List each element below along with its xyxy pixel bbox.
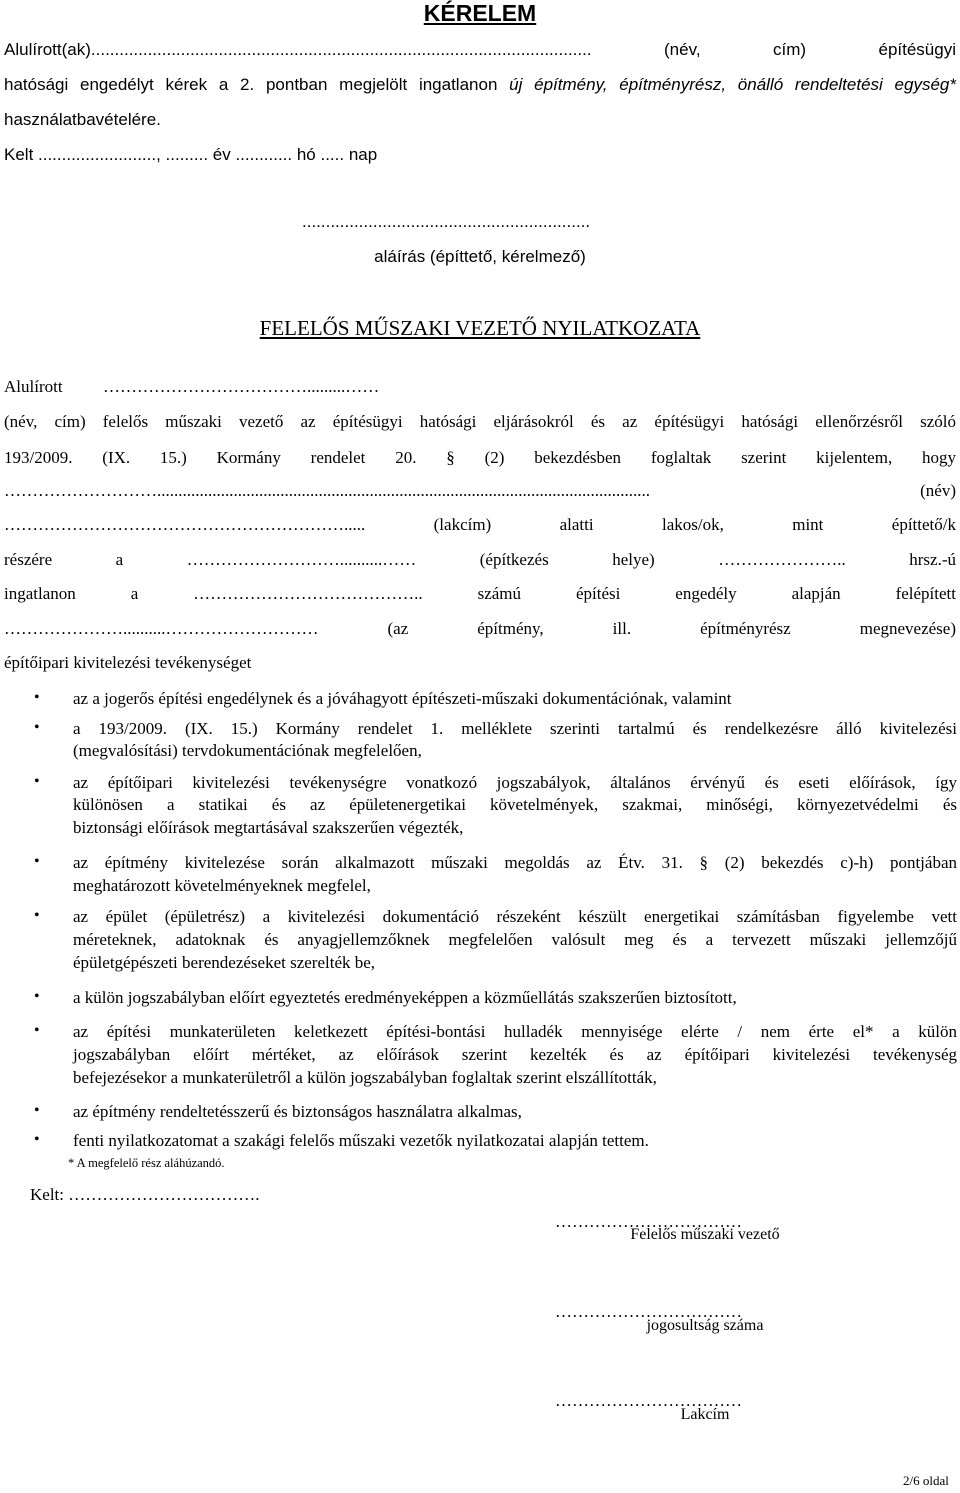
page-number: 2/6 oldal: [903, 1473, 949, 1488]
kerelem-signature-dots: .............................................................: [302, 212, 591, 231]
nyilatkozat-alulirott-dots: ……………………………….........……: [103, 377, 380, 396]
nyilatkozat-alulirott-label: Alulírott: [4, 377, 63, 396]
nyilatkozat-p1-line-8: építőipari kivitelezési tevékenységet: [4, 653, 252, 672]
signature-1-label: Felelős műszaki vezető: [630, 1226, 780, 1243]
bullet-dot-icon: •: [34, 988, 40, 1005]
bullet-line: a külön jogszabályban előírt egyeztetés eredményeképpen a közműellátás szakszerűen biztosított,: [73, 988, 737, 1007]
signature-3-dots: ……………………………: [555, 1391, 742, 1410]
kerelem-line-1: Alulírott(ak).......................................................................................................... (név, cím) építésügyi: [4, 40, 956, 59]
bullet-dot-icon: •: [34, 1102, 40, 1119]
kerelem-title: KÉRELEM: [423, 0, 537, 26]
bullet-line: az építmény rendeltetésszerű és biztonságos használatra alkalmas,: [73, 1102, 522, 1121]
bullet-line: épületgépészeti berendezéseket szerelték be,: [73, 953, 376, 972]
signature-2-dots: ……………………………: [555, 1302, 742, 1321]
kerelem-line-2-text: hatósági engedélyt kérek a 2. pontban megjelölt ingatlanon: [4, 75, 510, 94]
signature-2-label: jogosultság száma: [646, 1317, 764, 1334]
nyilatkozat-title: FELELŐS MŰSZAKI VEZETŐ NYILATKOZATA: [259, 316, 701, 340]
bullet-line: az építmény kivitelezése során alkalmazott műszaki megoldás az Étv. 31. § (2) bekezdés c)-h) pontjában: [73, 853, 957, 872]
bullet-line: (megvalósítási) tervdokumentációnak megfelelően,: [73, 741, 422, 760]
bullet-line: különösen a statikai és az épületenergetikai követelmények, szakmai, minőségi, környezetvédelmi és: [73, 795, 957, 814]
nyilatkozat-kelt: Kelt: …………………………….: [30, 1185, 260, 1204]
signature-1-dots: ……………………………: [555, 1212, 742, 1231]
bullet-dot-icon: •: [34, 689, 40, 706]
bullet-dot-icon: •: [34, 907, 40, 924]
nyilatkozat-p1-line-1: (név, cím) felelős műszaki vezető az építésügyi hatósági eljárásokról és az építésügyi hatósági ellenőrzésről szóló: [4, 412, 956, 431]
nyilatkozat-p1-line-3: ……………………….................................................................................................................... (név): [4, 481, 956, 500]
nyilatkozat-p1-line-6: ingatlanon a ………………………………….. számú építési engedély alapján felépített: [4, 584, 956, 603]
bullet-dot-icon: •: [34, 719, 40, 736]
bullet-line: az épület (épületrész) a kivitelezési dokumentáció részeként készült energetikai számításban figyelembe vett: [73, 907, 957, 926]
nyilatkozat-p1-line-2: 193/2009. (IX. 15.) Kormány rendelet 20. § (2) bekezdésben foglaltak szerint kijelentem, hogy: [4, 448, 956, 467]
bullet-dot-icon: •: [34, 853, 40, 870]
kerelem-signature-label: aláírás (építtető, kérelmező): [374, 247, 586, 266]
bullet-line: az építési munkaterületen keletkezett építési-bontási hulladék mennyisége elérte / nem érte el* a külön: [73, 1022, 957, 1041]
bullet-line: befejezésekor a munkaterületről a külön jogszabályban foglaltak szerint elszállították,: [73, 1068, 657, 1087]
bullet-line: jogszabályban előírt mértéket, az előírások szerint kezelték és az építőipari kivitelezési tevékenység: [73, 1045, 957, 1064]
bullet-line: fenti nyilatkozatomat a szakági felelős műszaki vezetők nyilatkozatai alapján tettem.: [73, 1131, 649, 1150]
bullet-line: meghatározott követelményeknek megfelel,: [73, 876, 371, 895]
kerelem-line-3: használatbavételére.: [4, 110, 161, 129]
nyilatkozat-p1-line-7: …………………..........……………………… (az építmény, ill. építményrész megnevezése): [4, 619, 956, 638]
bullet-line: biztonsági előírások megtartásával szakszerűen végezték,: [73, 818, 464, 837]
footnote: * A megfelelő rész aláhúzandó.: [68, 1156, 225, 1170]
nyilatkozat-p1-line-4: ……………………………………………………..... (lakcím) alatti lakos/ok, mint építtető/k: [4, 515, 956, 534]
bullet-line: méreteknek, adatoknak és anyagjellemzőknek megfelelően valósult meg és a tervezett műszaki jellemzőjű: [73, 930, 957, 949]
nyilatkozat-p1-line-5: részére a ………………………..........…… (építkezés helye) ………………….. hrsz.-ú: [4, 550, 956, 569]
bullet-line: a 193/2009. (IX. 15.) Kormány rendelet 1. melléklete szerinti tartalmú és rendelkezésre álló kivitelezési: [73, 719, 957, 738]
kerelem-line-2-italic: új építmény, építményrész, önálló rendeltetési egység*: [509, 75, 956, 94]
kerelem-kelt: Kelt ........................., ......... év ............ hó ..... nap: [4, 145, 378, 164]
signature-3-label: Lakcím: [680, 1406, 730, 1423]
bullet-dot-icon: •: [34, 1022, 40, 1039]
bullet-dot-icon: •: [34, 773, 40, 790]
bullet-line: az a jogerős építési engedélynek és a jóváhagyott építészeti-műszaki dokumentációnak, valamint: [73, 689, 732, 708]
bullet-dot-icon: •: [34, 1131, 40, 1148]
bullet-line: az építőipari kivitelezési tevékenységre vonatkozó jogszabályok, általános érvényű és eseti előírások, így: [73, 773, 957, 792]
kerelem-line-2: [4, 75, 956, 95]
